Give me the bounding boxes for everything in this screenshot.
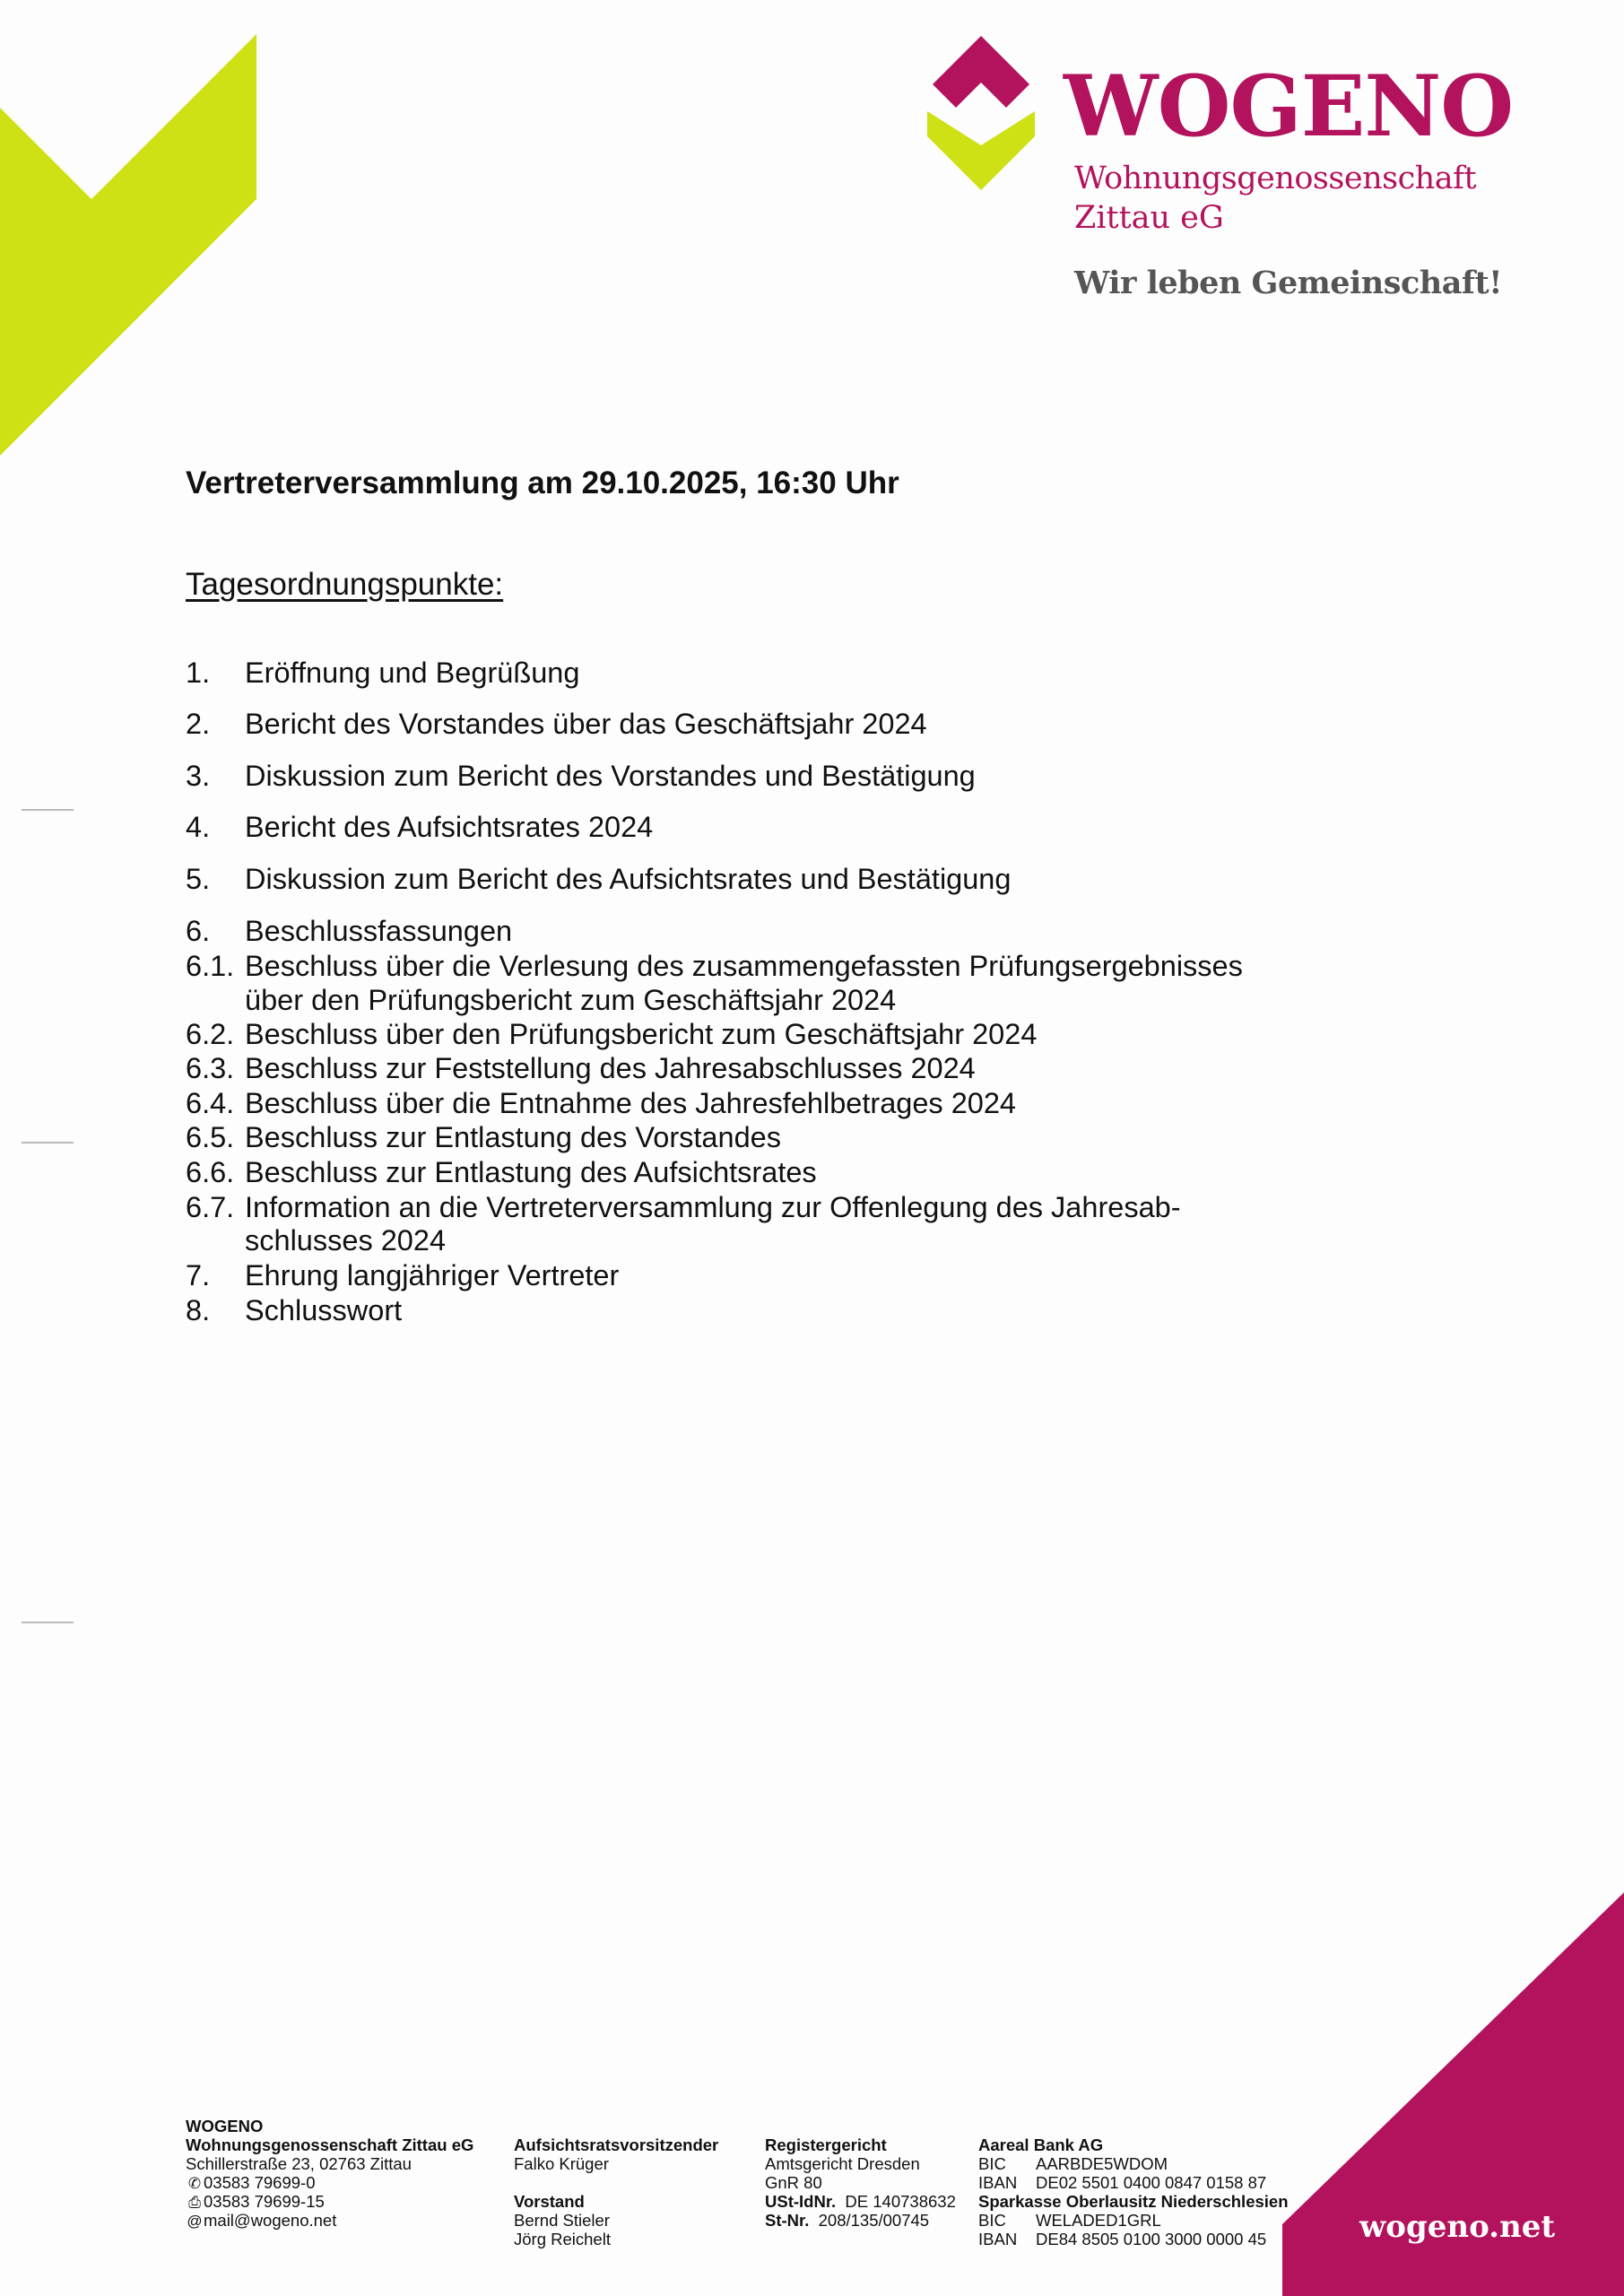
agenda-item-text: Diskussion zum Bericht des Vorstandes und Bestätigung	[245, 760, 976, 792]
agenda-item-text: Schlusswort	[245, 1294, 403, 1326]
tax-number	[765, 2211, 929, 2230]
agenda-item-number: 8.	[186, 1294, 211, 1326]
brand-subtitle-line1: Wohnungsgenossenschaft	[1074, 161, 1477, 196]
registry-number: GnR 80	[765, 2173, 822, 2192]
agenda-item-text: Beschluss über die Entnahme des Jahresfehlbetrages 2024	[245, 1087, 1016, 1119]
vat-value: DE 140738632	[845, 2192, 956, 2211]
company-fax	[186, 2192, 325, 2212]
logo-mark-icon	[927, 36, 1035, 193]
company-phone	[186, 2173, 315, 2193]
agenda-heading: Tagesordnungspunkte:	[186, 567, 504, 602]
agenda-item-continuation: schlusses 2024	[245, 1224, 447, 1257]
tax-label: St-Nr.	[765, 2211, 810, 2230]
agenda-item-text: Diskussion zum Bericht des Aufsichtsrates und Bestätigung	[245, 863, 1012, 895]
bank-name: Aareal Bank AG	[978, 2135, 1104, 2154]
bank-bic	[978, 2211, 1247, 2230]
agenda-item-text: Beschluss zur Entlastung des Vorstandes	[245, 1121, 781, 1153]
agenda-item-number: 6.4.	[186, 1087, 235, 1119]
bank-iban	[978, 2230, 1265, 2248]
agenda-item-text: Ehrung langjähriger Vertreter	[245, 1259, 620, 1292]
registry-court: Amtsgericht Dresden	[765, 2154, 920, 2173]
agenda-item-number: 6.7.	[186, 1191, 235, 1223]
bic-value: AARBDE5WDOM	[1036, 2154, 1168, 2173]
company-name: WOGENO	[186, 2117, 264, 2135]
iban-label: IBAN	[978, 2230, 1018, 2248]
registry-label: Registergericht	[765, 2135, 887, 2154]
supervisory-name: Falko Krüger	[514, 2154, 609, 2173]
iban-value: DE02 5501 0400 0847 0158 87	[1036, 2173, 1267, 2192]
bank-name: Sparkasse Oberlausitz Niederschlesien	[978, 2192, 1289, 2211]
supervisory-label: Aufsichtsratsvorsitzender	[514, 2135, 719, 2154]
fax-icon: ⎙	[188, 2194, 201, 2211]
agenda-item-number: 7.	[186, 1259, 211, 1292]
bic-label: BIC	[978, 2154, 1006, 2173]
iban-label: IBAN	[978, 2173, 1018, 2192]
fold-mark	[22, 1622, 74, 1623]
bank-bic	[978, 2154, 1247, 2173]
agenda-item-text: Beschlussfassungen	[245, 915, 513, 947]
agenda-item-text: Bericht des Vorstandes über das Geschäftsjahr 2024	[245, 708, 927, 740]
agenda-item-number: 4.	[186, 811, 211, 843]
tax-value: 208/135/00745	[818, 2211, 930, 2230]
agenda-item-number: 6.1.	[186, 950, 235, 982]
agenda-item-number: 3.	[186, 760, 211, 792]
company-address: Schillerstraße 23, 02763 Zittau	[186, 2154, 412, 2173]
phone-number: 03583 79699-0	[204, 2173, 316, 2192]
agenda-item-number: 2.	[186, 708, 211, 740]
agenda-item-text: Eröffnung und Begrüßung	[245, 657, 580, 689]
agenda-item-text: Beschluss über die Verlesung des zusammengefassten Prüfungsergebnisses	[245, 950, 1243, 982]
agenda-item-text: Bericht des Aufsichtsrates 2024	[245, 811, 654, 843]
agenda-item-number: 6.6.	[186, 1156, 235, 1188]
lime-chevron-decoration	[0, 0, 269, 466]
agenda-item-number: 6.3.	[186, 1052, 235, 1084]
agenda-item-continuation: über den Prüfungsbericht zum Geschäftsjahr 2024	[245, 984, 897, 1016]
agenda-item-text: Information an die Vertreterversammlung zur Offenlegung des Jahresab-	[245, 1191, 1181, 1223]
company-email	[186, 2211, 336, 2231]
email-icon: @	[187, 2213, 203, 2230]
executive-name: Bernd Stieler	[514, 2211, 610, 2230]
agenda-item-number: 6.	[186, 915, 211, 947]
agenda-item-number: 5.	[186, 863, 211, 895]
agenda-item-number: 6.5.	[186, 1121, 235, 1153]
vat-label: USt-IdNr.	[765, 2192, 837, 2211]
email-address[interactable]: mail@wogeno.net	[204, 2211, 337, 2230]
website-link[interactable]: wogeno.net	[1359, 2209, 1556, 2245]
executive-name: Jörg Reichelt	[514, 2230, 611, 2248]
agenda-item-number: 6.2.	[186, 1018, 235, 1050]
company-full-name: Wohnungsgenossenschaft Zittau eG	[186, 2135, 474, 2154]
agenda-item-number: 1.	[186, 657, 211, 689]
iban-value: DE84 8505 0100 3000 0000 45	[1036, 2230, 1267, 2248]
slogan: Wir leben Gemeinschaft!	[1074, 265, 1502, 301]
fax-number: 03583 79699-15	[204, 2192, 325, 2211]
agenda-item-text: Beschluss über den Prüfungsbericht zum Geschäftsjahr 2024	[245, 1018, 1038, 1050]
executive-label: Vorstand	[514, 2192, 585, 2211]
document-title: Vertreterversammlung am 29.10.2025, 16:30 Uhr	[186, 465, 899, 500]
phone-icon: ✆	[187, 2175, 202, 2192]
bank-iban	[978, 2173, 1265, 2192]
bic-label: BIC	[978, 2211, 1006, 2230]
fold-mark	[22, 809, 74, 811]
brand-subtitle-line2: Zittau eG	[1074, 200, 1224, 236]
bic-value: WELADED1GRL	[1036, 2211, 1161, 2230]
vat-id	[765, 2192, 956, 2211]
fold-mark	[22, 1142, 74, 1144]
agenda-item-text: Beschluss zur Entlastung des Aufsichtsrates	[245, 1156, 817, 1188]
brand-name: WOGENO	[1064, 57, 1514, 156]
agenda-item-text: Beschluss zur Feststellung des Jahresabschlusses 2024	[245, 1052, 976, 1084]
